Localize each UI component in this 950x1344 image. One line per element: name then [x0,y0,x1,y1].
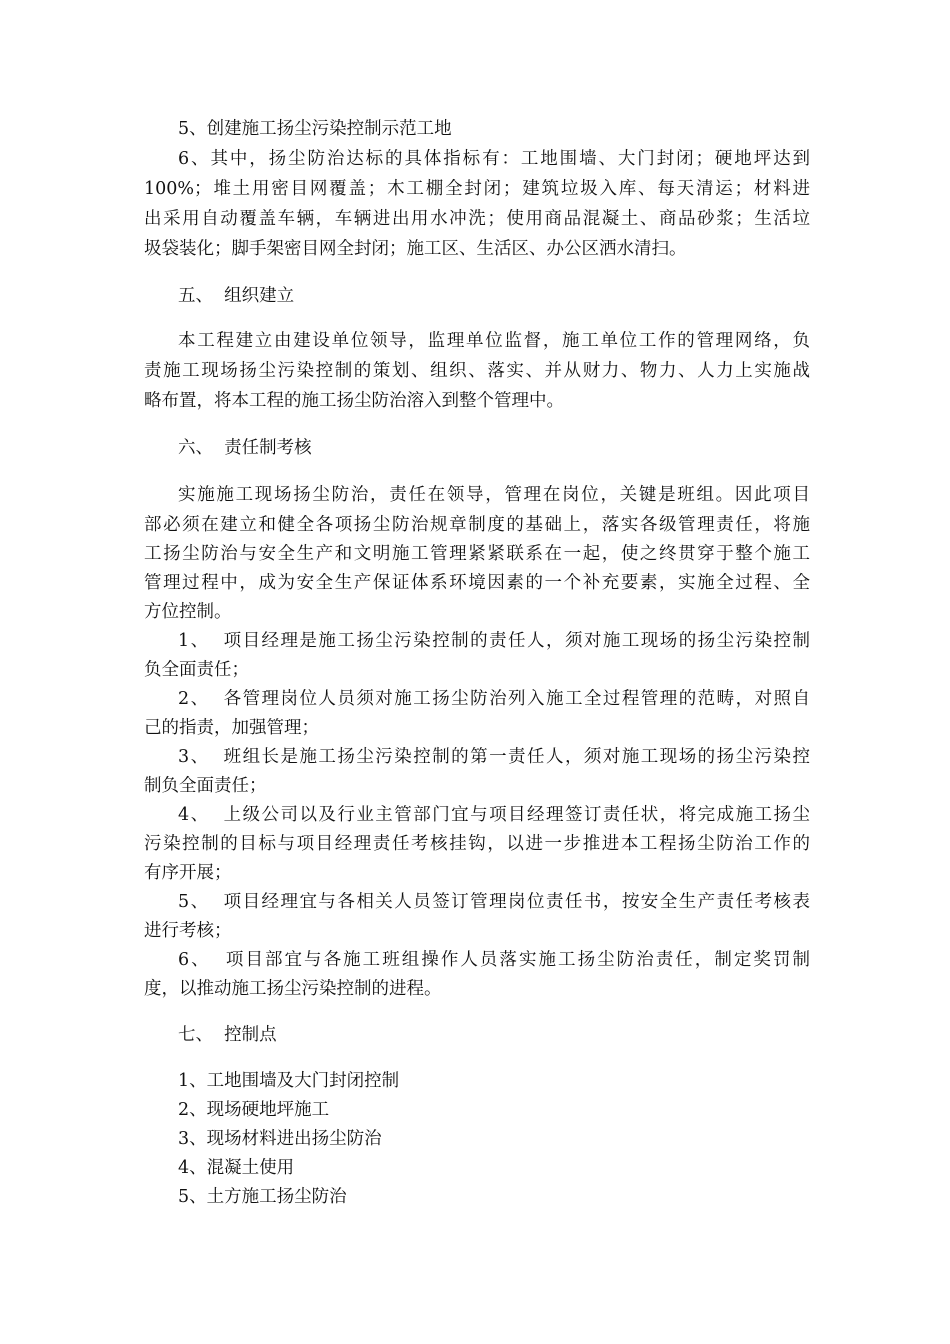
list-item: 1、 项目经理是施工扬尘污染控制的责任人，须对施工现场的扬尘污染控制 [178,631,810,651]
list-item: 5、创建施工扬尘污染控制示范工地 [178,119,452,139]
list-item: 5、土方施工扬尘防治 [178,1187,347,1207]
list-item-continuation: 污染控制的目标与项目经理责任考核挂钩，以进一步推进本工程扬尘防治工作的 [144,834,810,854]
section-heading: 七、 控制点 [178,1025,277,1045]
paragraph-line: 出采用自动覆盖车辆，车辆进出用水冲洗；使用商品混凝土、商品砂浆；生活垃 [144,209,810,229]
section-heading: 五、 组织建立 [178,286,295,306]
paragraph-line: 圾袋装化；脚手架密目网全封闭；施工区、生活区、办公区洒水清扫。 [144,239,687,259]
paragraph-line: 方位控制。 [144,602,232,622]
list-item: 6、 项目部宜与各施工班组操作人员落实施工扬尘防治责任，制定奖罚制 [178,950,810,970]
list-item-continuation: 有序开展； [144,863,232,883]
list-item: 3、 班组长是施工扬尘污染控制的第一责任人，须对施工现场的扬尘污染控 [178,747,810,767]
list-item: 4、 上级公司以及行业主管部门宜与项目经理签订责任状，将完成施工扬尘 [178,805,810,825]
list-item-continuation: 制负全面责任； [144,776,267,796]
paragraph-line: 管理过程中，成为安全生产保证体系环境因素的一个补充要素，实施全过程、全 [144,573,810,593]
paragraph-line: 略布置，将本工程的施工扬尘防治溶入到整个管理中。 [144,391,564,411]
list-item: 4、混凝土使用 [178,1158,295,1178]
paragraph-line: 部必须在建立和健全各项扬尘防治规章制度的基础上，落实各级管理责任，将施 [144,515,810,535]
list-item: 2、 各管理岗位人员须对施工扬尘防治列入施工全过程管理的范畴，对照自 [178,689,810,709]
list-item: 2、现场硬地坪施工 [178,1100,330,1120]
list-item: 1、工地围墙及大门封闭控制 [178,1071,400,1091]
paragraph-line: 100%；堆土用密目网覆盖；木工棚全封闭；建筑垃圾入库、每天清运；材料进 [144,179,810,199]
list-item: 5、 项目经理宜与各相关人员签订管理岗位责任书，按安全生产责任考核表 [178,892,810,912]
list-item-continuation: 负全面责任； [144,660,249,680]
list-item-continuation: 己的指责，加强管理； [144,718,319,738]
list-item-continuation: 进行考核； [144,921,232,941]
paragraph-line: 实施施工现场扬尘防治，责任在领导，管理在岗位，关键是班组。因此项目 [178,485,810,505]
paragraph-line: 责施工现场扬尘污染控制的策划、组织、落实、并从财力、物力、人力上实施战 [144,361,810,381]
list-item: 3、现场材料进出扬尘防治 [178,1129,382,1149]
paragraph-line: 6、其中，扬尘防治达标的具体指标有：工地围墙、大门封闭；硬地坪达到 [178,149,810,169]
paragraph-line: 本工程建立由建设单位领导，监理单位监督，施工单位工作的管理网络，负 [178,331,810,351]
list-item-continuation: 度，以推动施工扬尘污染控制的进程。 [144,979,442,999]
section-heading: 六、 责任制考核 [178,438,312,458]
paragraph-line: 工扬尘防治与安全生产和文明施工管理紧紧联系在一起，使之终贯穿于整个施工 [144,544,810,564]
